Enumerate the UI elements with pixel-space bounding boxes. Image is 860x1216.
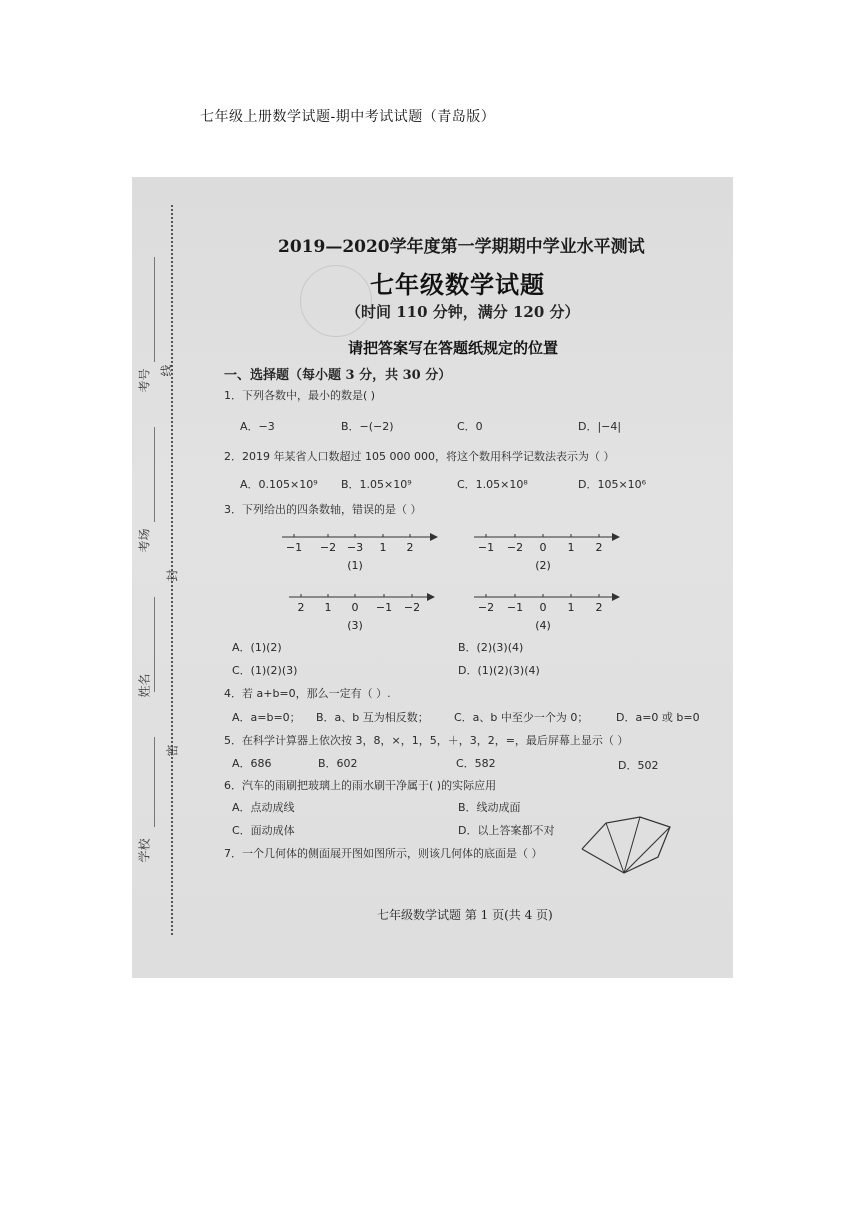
side-label-school: 学校 <box>137 838 152 863</box>
q2-option-a: A．0.105×10⁹ <box>240 478 318 491</box>
axis-arrow <box>612 533 620 541</box>
question-1: 1．下列各数中，最小的数是( ) <box>224 389 376 402</box>
q6-option-b: B．线动成面 <box>458 801 521 814</box>
tick-label: −2 <box>506 541 524 554</box>
tick-label: −2 <box>403 601 421 614</box>
axis-arrow <box>612 593 620 601</box>
tick-label: 0 <box>351 601 359 614</box>
question-4: 4．若 a+b=0，那么一定有（ ）. <box>224 687 391 700</box>
q1-option-c: C．0 <box>457 420 483 433</box>
tick-label: −1 <box>285 541 303 554</box>
axis-arrow <box>430 533 438 541</box>
tick-label: −3 <box>346 541 364 554</box>
q1-option-d: D．|−4| <box>578 420 622 433</box>
tick-label: −1 <box>506 601 524 614</box>
section-heading: 一、选择题（每小题 3 分，共 30 分） <box>224 368 452 383</box>
tick-label: 2 <box>297 601 305 614</box>
margin-fill-line <box>154 427 155 522</box>
q3-option-c: C．(1)(2)(3) <box>232 664 298 677</box>
question-7: 7．一个几何体的侧面展开图如图所示，则该几何体的底面是（ ） <box>224 847 543 860</box>
tick-label: 1 <box>567 601 575 614</box>
axis-caption: (2) <box>535 559 551 572</box>
q4-option-b: B．a、b 互为相反数； <box>316 711 429 724</box>
question-2: 2．2019 年某省人口数超过 105 000 000，将这个数用科学记数法表示为（ ） <box>224 450 615 463</box>
document-title: 七年级上册数学试题-期中考试试题（青岛版） <box>200 109 496 125</box>
axis-caption: (4) <box>535 619 551 632</box>
tick-label: −1 <box>477 541 495 554</box>
tick-label: −2 <box>477 601 495 614</box>
net-fold-line <box>606 823 624 873</box>
q6-option-c: C．面动成体 <box>232 824 295 837</box>
margin-fill-line <box>154 597 155 692</box>
number-line-2 <box>472 527 632 573</box>
tick-label: 2 <box>406 541 414 554</box>
number-line-3 <box>287 587 447 633</box>
tick-label: 0 <box>539 601 547 614</box>
tick-label: −2 <box>319 541 337 554</box>
side-label-exam-number: 考号 <box>137 368 152 393</box>
margin-fill-line <box>154 257 155 362</box>
tick-label: 1 <box>324 601 332 614</box>
exam-header-line1: 2019—2020学年度第一学期期中学业水平测试 <box>278 237 645 257</box>
tick-label: 2 <box>595 601 603 614</box>
exam-time-info: （时间 110 分钟，满分 120 分） <box>346 303 580 321</box>
axis-arrow <box>427 593 435 601</box>
question-3: 3．下列给出的四条数轴，错误的是（ ） <box>224 503 422 516</box>
tick-label: 1 <box>567 541 575 554</box>
tick-label: 0 <box>539 541 547 554</box>
q5-option-a: A．686 <box>232 757 272 770</box>
margin-fill-line <box>154 737 155 827</box>
q3-option-a: A．(1)(2) <box>232 641 282 654</box>
answer-instruction: 请把答案写在答题纸规定的位置 <box>348 339 559 357</box>
q1-option-a: A．−3 <box>240 420 275 433</box>
side-label-name: 姓名 <box>137 673 152 698</box>
page-footer: 七年级数学试题 第 1 页(共 4 页) <box>377 908 553 922</box>
q3-option-d: D．(1)(2)(3)(4) <box>458 664 540 677</box>
axis-caption: (3) <box>347 619 363 632</box>
q3-option-b: B．(2)(3)(4) <box>458 641 524 654</box>
q5-option-c: C．582 <box>456 757 496 770</box>
q6-option-d: D．以上答案都不对 <box>458 824 555 837</box>
q2-option-b: B．1.05×10⁹ <box>341 478 412 491</box>
question-6: 6．汽车的雨刷把玻璃上的雨水刷干净属于( )的实际应用 <box>224 779 497 792</box>
q7-net-figure <box>578 813 678 879</box>
q5-option-b: B．602 <box>318 757 358 770</box>
axis-caption: (1) <box>347 559 363 572</box>
tick-label: 2 <box>595 541 603 554</box>
q4-option-c: C．a、b 中至少一个为 0； <box>454 711 589 724</box>
q2-option-d: D．105×10⁶ <box>578 478 647 491</box>
tick-label: 1 <box>379 541 387 554</box>
q4-option-a: A．a=b=0； <box>232 711 301 724</box>
exam-photo <box>132 177 733 978</box>
side-label-seal: 封 <box>165 569 180 582</box>
side-label-exam-room: 考场 <box>137 528 152 553</box>
q5-option-d: D．502 <box>618 759 659 772</box>
number-line-4 <box>472 587 632 633</box>
q4-option-d: D．a=0 或 b=0 <box>616 711 700 724</box>
q6-option-a: A．点动成线 <box>232 801 295 814</box>
side-label-line: 线 <box>159 364 174 377</box>
exam-title: 七年级数学试题 <box>370 270 545 299</box>
side-label-secret: 密 <box>165 744 180 757</box>
tick-label: −1 <box>375 601 393 614</box>
number-line-1 <box>280 527 440 573</box>
question-5: 5．在科学计算器上依次按 3，8，×，1，5，＋，3，2，=，最后屏幕上显示（ ） <box>224 734 629 747</box>
q2-option-c: C．1.05×10⁸ <box>457 478 528 491</box>
q1-option-b: B．−(−2) <box>341 420 394 433</box>
